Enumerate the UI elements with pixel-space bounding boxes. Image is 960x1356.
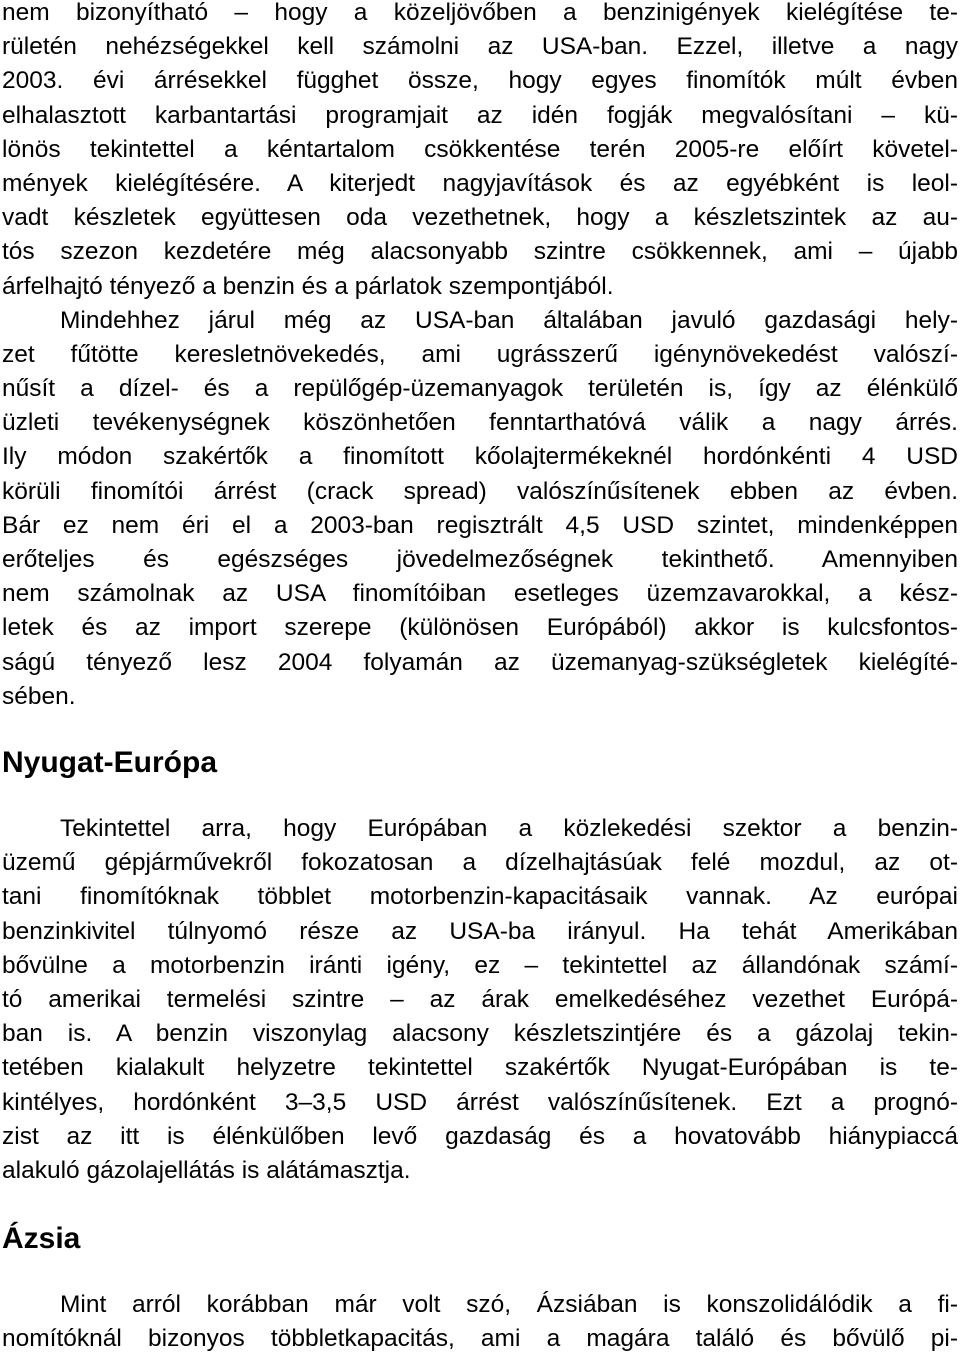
text-line: nem bizonyítható – hogy a közeljövőben a benzinigények kielégítése te- [2, 0, 958, 26]
text-line: körüli finomítói árrést (crack spread) valószínűsítenek ebben az évben. [2, 477, 958, 505]
heading-asia-wrap [2, 1222, 958, 1256]
text-line: sében. [2, 682, 76, 710]
text-line: elhalasztott karbantartási programjait az idén fogják megvalósítani – kü- [2, 101, 958, 129]
text-line: rületén nehézségekkel kell számolni az USA-ban. Ezzel, illetve a nagy [2, 33, 958, 61]
text-line: tani finomítóknak többlet motorbenzin-kapacitásaik vannak. Az európai [2, 883, 958, 911]
text-line: Bár ez nem éri el a 2003-ban regisztrált 4,5 USD szintet, mindenképpen [2, 511, 958, 539]
text-line: zet fűtötte keresletnövekedés, ami ugrásszerű igénynövekedést valószí- [2, 340, 958, 368]
text-line: tós szezon kezdetére még alacsonyabb szintre csökkennek, ami – újabb [2, 238, 958, 266]
text-line: Mint arról korábban már volt szó, Ázsiában is konszolidálódik a fi- [60, 1291, 958, 1318]
text-line: kintélyes, hordónként 3–3,5 USD árrést valószínűsítenek. Ezt a prognó- [2, 1088, 958, 1116]
text-line: vadt készletek együttesen oda vezethetnek, hogy a készletszintek az au- [2, 204, 958, 232]
text-line: Ily módon szakértők a finomított kőolajtermékeknél hordónkénti 4 USD [2, 443, 958, 471]
heading-europe-wrap [2, 746, 958, 780]
text-line: Tekintettel arra, hogy Európában a közlekedési szektor a benzin- [60, 815, 958, 842]
text-line: erőteljes és egészséges jövedelmezőségnek tekinthető. Amennyiben [2, 546, 958, 573]
text-line: bővülne a motorbenzin iránti igény, ez – tekintettel az állandónak számí- [2, 951, 958, 979]
text-line: ban is. A benzin viszonylag alacsony készletszintjére és a gázolaj tekin- [2, 1020, 958, 1048]
text-line: tetében kialakult helyzetre tekintettel szakértők Nyugat-Európában is te- [2, 1054, 958, 1082]
text-line: zist az itt is élénkülőben levő gazdaság és a hovatovább hiánypiaccá [2, 1122, 958, 1150]
text-line: letek és az import szerepe (különösen Európából) akkor is kulcsfontos- [2, 614, 958, 642]
paragraph-block-usa [2, 0, 958, 714]
text-line: nomítóknál bizonyos többletkapacitás, ami a magára találó és bővülő pi- [2, 1325, 958, 1353]
paragraph-block-asia [2, 1288, 958, 1356]
text-line: nűsít a dízel- és a repülőgép-üzemanyagok területén is, így az élénkülő [2, 375, 958, 403]
section-heading-azsia: Ázsia [2, 1222, 81, 1255]
text-line: alakuló gázolajellátás is alátámasztja. [2, 1156, 411, 1184]
text-line: benzinkivitel túlnyomó része az USA-ba irányul. Ha tehát Amerikában [2, 917, 958, 945]
text-line: nem számolnak az USA finomítóiban esetleges üzemzavarokkal, a kész- [2, 580, 958, 608]
text-line: árfelhajtó tényező a benzin és a párlatok szempontjából. [2, 272, 614, 300]
text-line: tó amerikai termelési szintre – az árak emelkedéséhez vezethet Európá- [2, 985, 958, 1013]
text-line: lönös tekintettel a kéntartalom csökkentése terén 2005-re előírt követel- [2, 135, 958, 163]
text-line: mények kielégítésére. A kiterjedt nagyjavítások és az egyébként is leol- [2, 169, 958, 197]
section-heading-nyugat-europa: Nyugat-Európa [2, 746, 218, 779]
text-line: ságú tényező lesz 2004 folyamán az üzemanyag-szükségletek kielégíté- [2, 648, 958, 676]
paragraph-block-europe [2, 812, 958, 1188]
text-line: üzemű gépjárművekről fokozatosan a dízelhajtásúak felé mozdul, az ot- [2, 849, 958, 877]
text-line: 2003. évi árrésekkel függhet össze, hogy egyes finomítók múlt évben [2, 67, 958, 95]
text-line: üzleti tevékenységnek köszönhetően fenntarthatóvá válik a nagy árrés. [2, 409, 958, 437]
text-line: Mindehhez járul még az USA-ban általában javuló gazdasági hely- [60, 306, 958, 334]
